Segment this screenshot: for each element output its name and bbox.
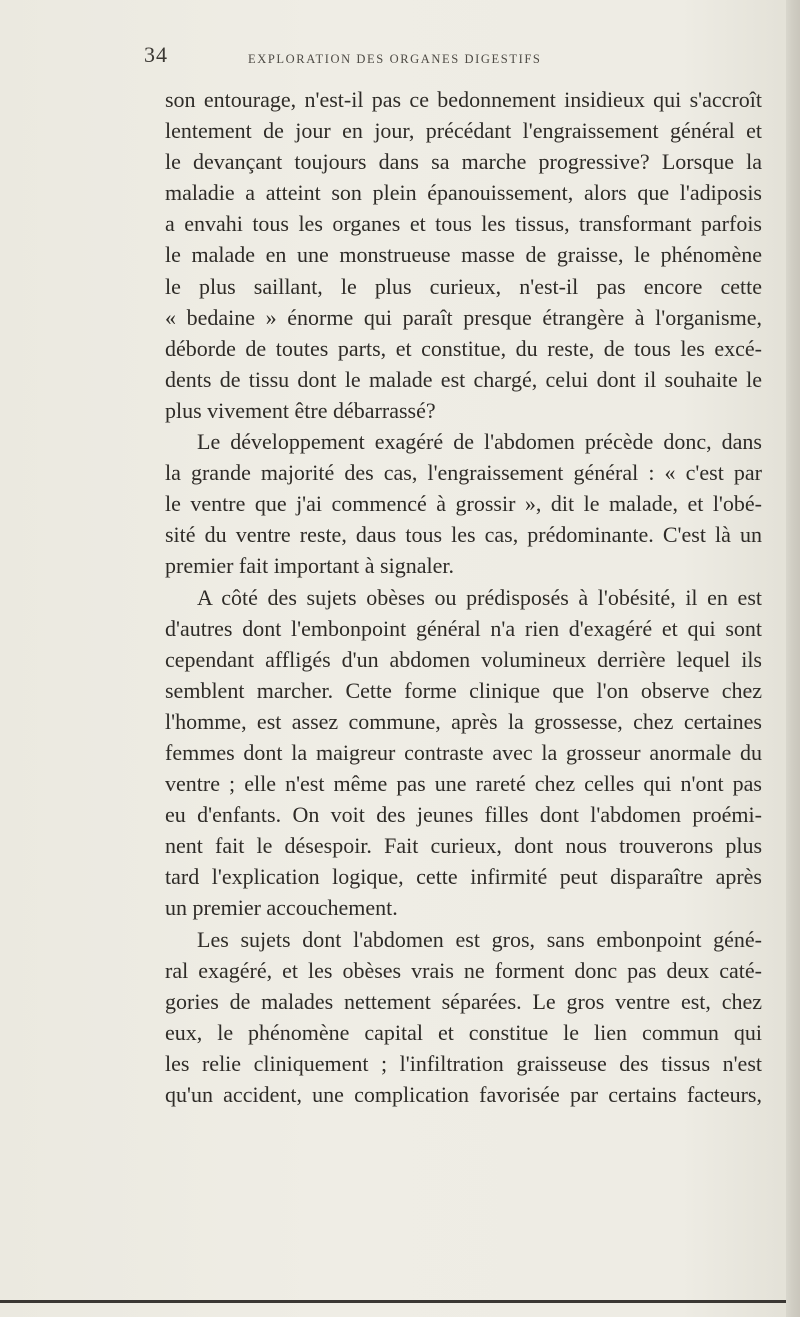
bottom-rule [0,1300,800,1303]
text-line: le malade en une monstrueuse masse de graisse, le phénomène [165,242,762,268]
text-line: dents de tissu dont le malade est chargé, celui dont il souhaite le [165,366,762,392]
text-line: le plus saillant, le plus curieux, n'est-il pas encore cette [165,273,762,299]
text-line: femmes dont la maigreur contraste avec la grosseur anormale du [165,739,762,765]
text-line: maladie a atteint son plein épanouissement, alors que l'adiposis [165,180,762,206]
text-line: A côté des sujets obèses ou prédisposés à l'obésité, il en est [197,584,762,610]
text-line: tard l'explication logique, cette infirmité peut disparaître après [165,864,762,890]
text-line: sité du ventre reste, daus tous les cas, prédominante. C'est là un [165,522,762,548]
text-line: semblent marcher. Cette forme clinique que l'on observe chez [165,677,762,703]
text-line: lentement de jour en jour, précédant l'engraissement général et [165,118,762,144]
text-line: Le développement exagéré de l'abdomen précède donc, dans [197,429,762,455]
text-line: ral exagéré, et les obèses vrais ne forment donc pas deux caté- [165,957,762,983]
text-line: gories de malades nettement séparées. Le gros ventre est, chez [165,988,762,1014]
text-line: nent fait le désespoir. Fait curieux, dont nous trouverons plus [165,833,762,859]
text-line: qu'un accident, une complication favorisée par certains facteurs, [165,1082,762,1107]
text-line: cependant affligés d'un abdomen volumineux derrière lequel ils [165,646,762,672]
text-line: la grande majorité des cas, l'engraissement général : « c'est par [165,460,762,486]
running-head: EXPLORATION DES ORGANES DIGESTIFS [248,52,542,66]
text-line: le devançant toujours dans sa marche progressive? Lorsque la [165,149,762,175]
text-line: Les sujets dont l'abdomen est gros, sans embonpoint géné- [197,926,762,952]
text-line: d'autres dont l'embonpoint général n'a rien d'exagéré et qui sont [165,615,762,641]
text-line: « bedaine » énorme qui paraît presque étrangère à l'organisme, [165,304,762,330]
text-line: les relie cliniquement ; l'infiltration graisseuse des tissus n'est [165,1050,762,1076]
text-line: a envahi tous les organes et tous les tissus, transformant parfois [165,211,762,237]
text-line: le ventre que j'ai commencé à grossir », dit le malade, et l'obé- [165,491,762,517]
text-line: un premier accouchement. [165,895,398,921]
text-line: l'homme, est assez commune, après la grossesse, chez certaines [165,708,762,734]
text-line: ventre ; elle n'est même pas une rareté chez celles qui n'ont pas [165,771,762,797]
text-line: plus vivement être débarrassé? [165,397,436,423]
text-line: déborde de toutes parts, et constitue, du reste, de tous les excé- [165,335,762,361]
text-line: eu d'enfants. On voit des jeunes filles dont l'abdomen proémi- [165,802,762,828]
page-edge [786,0,800,1317]
text-line: eux, le phénomène capital et constitue le lien commun qui [165,1019,762,1045]
body-text [165,84,762,1110]
text-line: premier fait important à signaler. [165,553,454,579]
page-number: 34 [144,42,168,67]
text-line: son entourage, n'est-il pas ce bedonnement insidieux qui s'accroît [165,87,762,112]
